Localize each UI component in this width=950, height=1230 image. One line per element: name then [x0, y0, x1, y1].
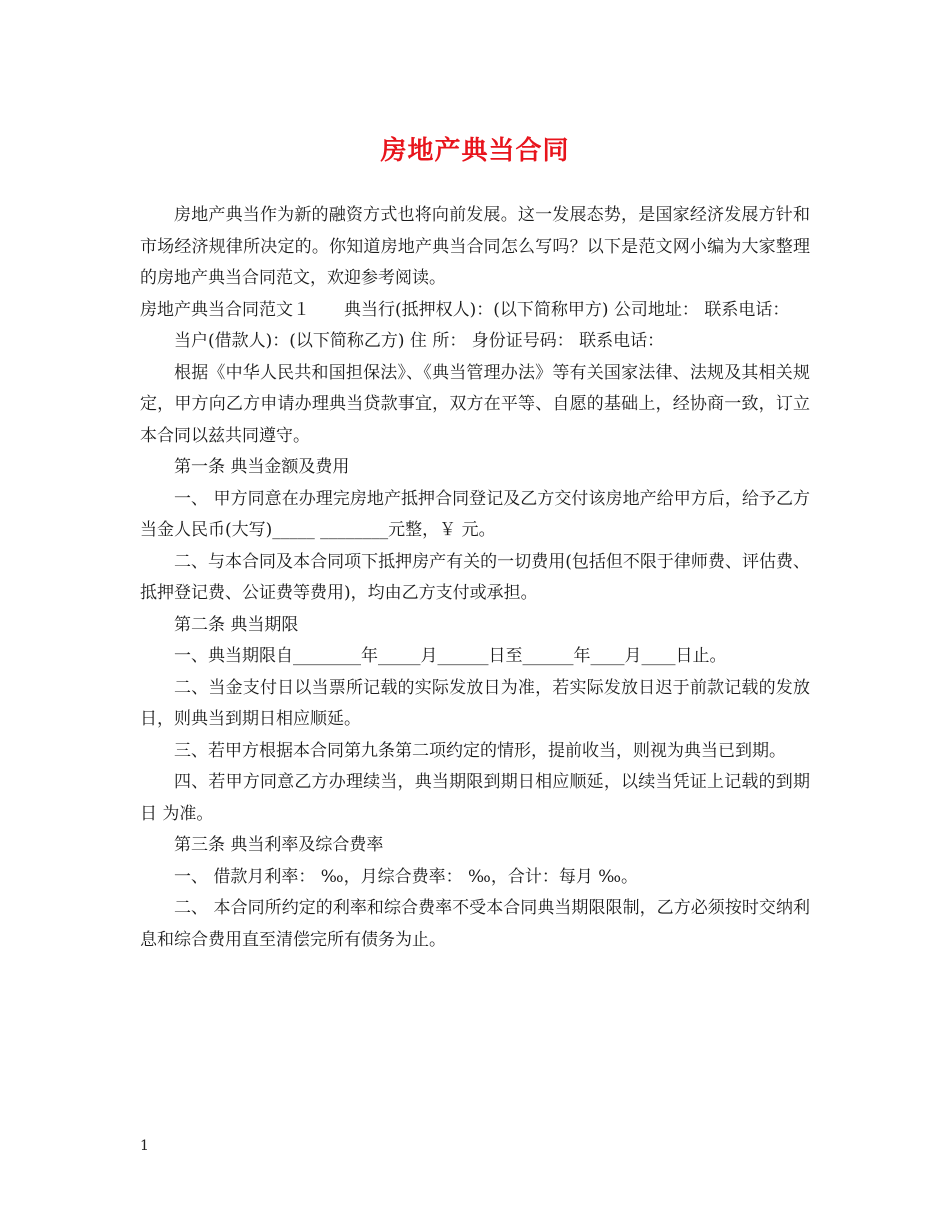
article-3-clause-1: 一、 借款月利率： ‰，月综合费率： ‰，合计：每月 ‰。: [174, 866, 639, 887]
article-2-clause-3: 三、若甲方根据本合同第九条第二项约定的情形，提前收当，则视为典当已到期。: [174, 740, 786, 761]
article-1-clause-2: 二、与本合同及本合同项下抵押房产有关的一切费用(包括但不限于律师费、评估费、抵押登记费、公证费等费用)，均由乙方支付或承担。: [140, 551, 810, 603]
article-2-clause-4: 四、若甲方同意乙方办理续当，典当期限到期日相应顺延，以续当凭证上记载的到期日 为准。: [140, 772, 810, 824]
legal-basis-paragraph: 根据《中华人民共和国担保法》、《典当管理办法》等有关国家法律、法规及其相关规定，甲方向乙方申请办理典当贷款事宜，双方在平等、自愿的基础上，经协商一致，订立本合同以兹共同遵守。: [140, 362, 810, 446]
document-body: [140, 200, 810, 956]
article-2-clause-2: 二、当金支付日以当票所记载的实际发放日为准，若实际发放日迟于前款记载的发放日，则典当到期日相应顺延。: [140, 677, 810, 729]
article-1-heading: 第一条 典当金额及费用: [174, 457, 350, 477]
article-3-heading: 第三条 典当利率及综合费率: [174, 835, 384, 855]
party-b-line: 当户(借款人)：(以下简称乙方) 住 所： 身份证号码： 联系电话：: [174, 331, 665, 351]
document-title: 房地产典当合同: [380, 136, 570, 166]
article-3-clause-2: 二、 本合同所约定的利率和综合费率不受本合同典当期限限制，乙方必须按时交纳利息和综合费用直至清偿完所有债务为止。: [140, 898, 810, 950]
intro-paragraph: 房地产典当作为新的融资方式也将向前发展。这一发展态势，是国家经济发展方针和市场经济规律所决定的。你知道房地产典当合同怎么写吗？以下是范文网小编为大家整理的房地产典当合同范文，欢迎参考阅读。: [140, 205, 810, 288]
page-number: 1: [140, 1138, 149, 1154]
contract-header-line: 房地产典当合同范文１ 典当行(抵押权人)：(以下简称甲方) 公司地址： 联系电话：: [140, 299, 790, 320]
article-1-clause-1: 一、 甲方同意在办理完房地产抵押合同登记及乙方交付该房地产给甲方后，给予乙方当金人民币(大写)_____ ________元整，￥ 元。: [140, 488, 810, 540]
article-2-clause-1: 一、典当期限自________年_____月______日至______年____月____日止。: [174, 646, 727, 666]
article-2-heading: 第二条 典当期限: [174, 614, 299, 635]
